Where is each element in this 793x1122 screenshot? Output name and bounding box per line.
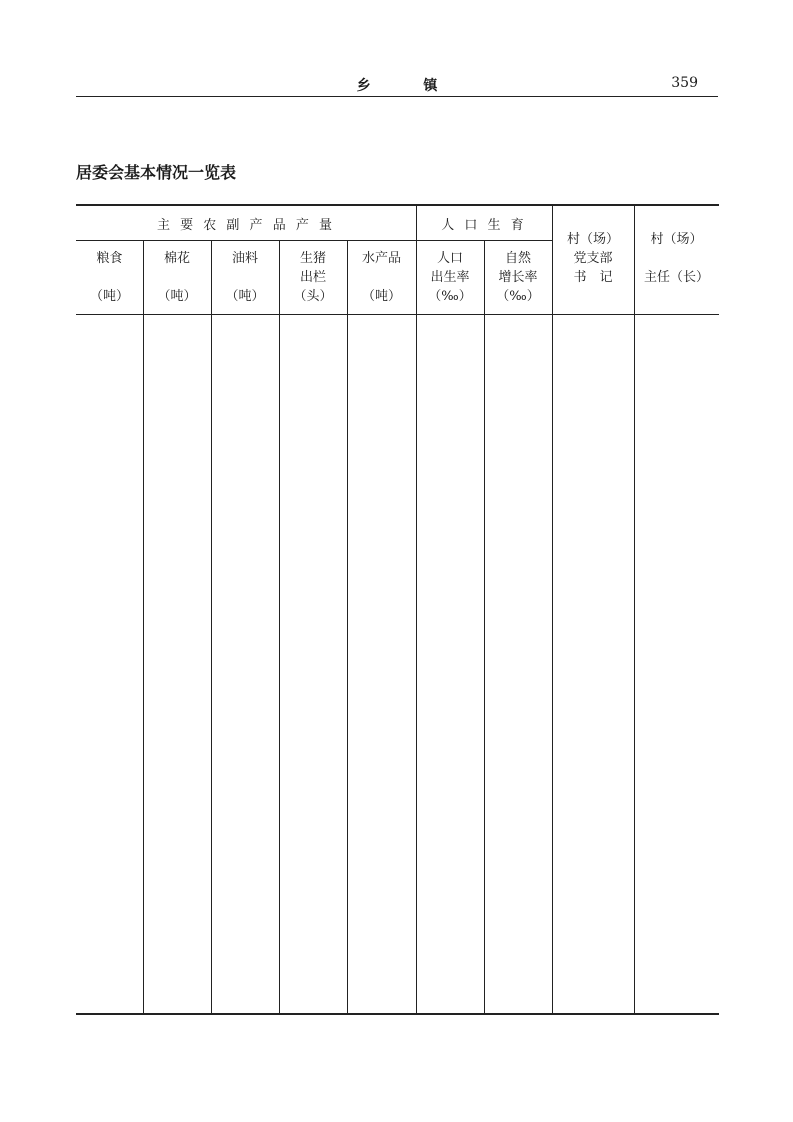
- col-divider: [484, 240, 485, 1014]
- table-title: 居委会基本情况一览表: [76, 163, 237, 182]
- col-header-growth-rate: 自然 增长率 （‰）: [496, 251, 540, 304]
- col-divider: [279, 240, 280, 1014]
- col-header-pigs: 生猪 出栏 （头）: [293, 251, 333, 304]
- col-header-birth-rate: 人口 出生率 （‰）: [428, 251, 472, 304]
- col-divider: [552, 204, 553, 1014]
- col-header-director: 村（场） 主任（长）: [643, 232, 709, 285]
- col-divider: [634, 204, 635, 1014]
- col-divider: [143, 240, 144, 1014]
- col-divider: [211, 240, 212, 1014]
- table-bottom-rule: [76, 1013, 719, 1015]
- group-header-agri: 主 要 农 副 产 品 产 量: [157, 218, 335, 233]
- page-number: 359: [671, 75, 698, 91]
- col-header-aquatic: 水产品 （吨）: [361, 251, 401, 304]
- col-divider: [347, 240, 348, 1014]
- group-header-rule: [76, 240, 552, 241]
- info-table: [76, 204, 719, 1016]
- col-header-party-secretary: 村（场） 党支部 书 记: [566, 232, 619, 285]
- table-top-rule: [76, 204, 719, 206]
- running-header: [76, 72, 718, 97]
- group-header-population: 人 口 生 育: [441, 218, 527, 233]
- col-header-grain: 粮食 （吨）: [89, 251, 129, 304]
- header-bottom-rule: [76, 314, 719, 315]
- col-header-cotton: 棉花 （吨）: [157, 251, 197, 304]
- col-header-oil: 油料 （吨）: [225, 251, 265, 304]
- col-divider: [416, 204, 417, 1014]
- section-title: 乡 镇: [356, 78, 462, 94]
